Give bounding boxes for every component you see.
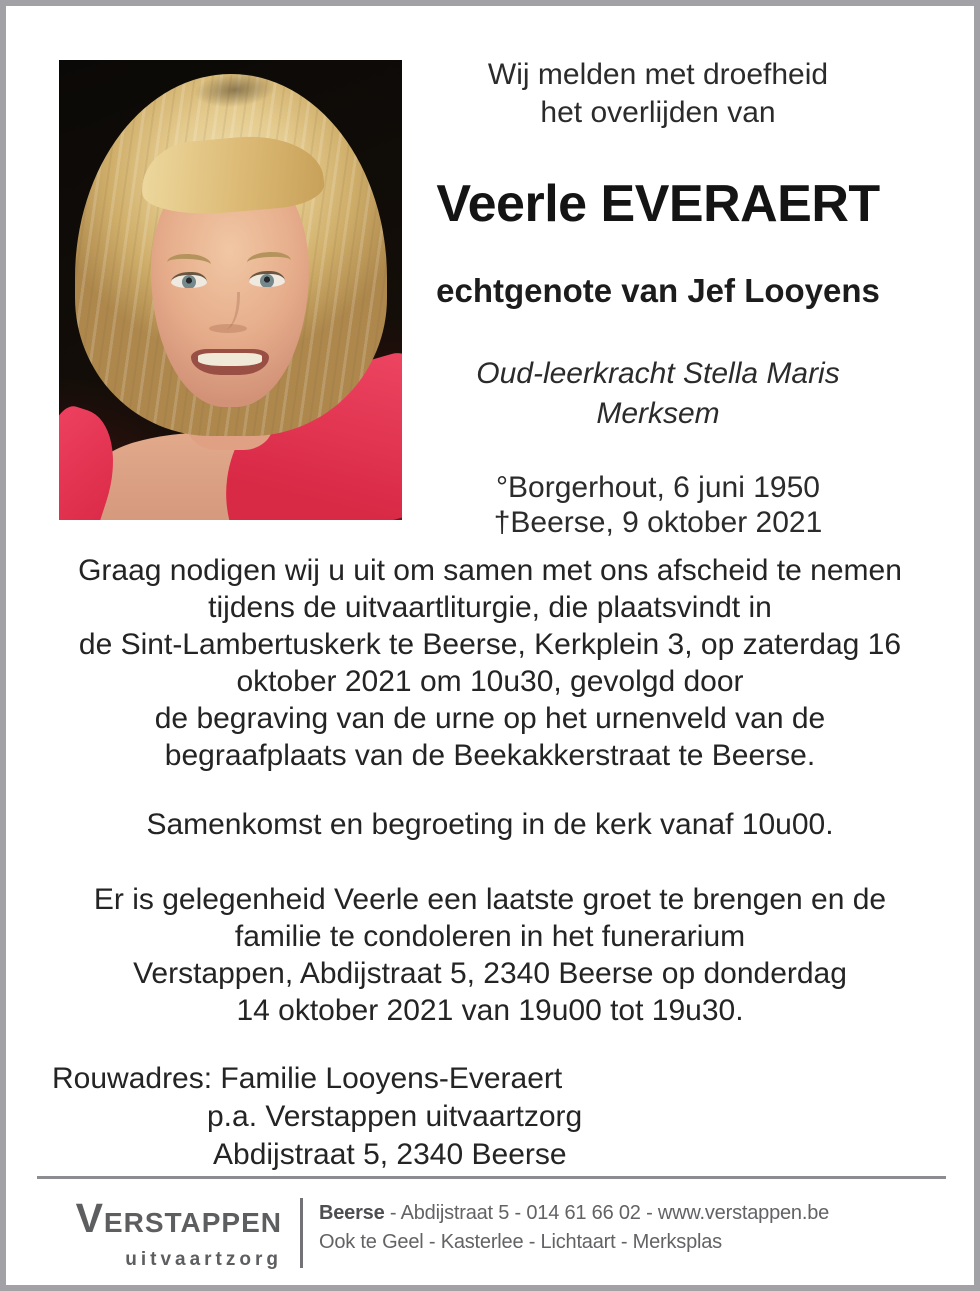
- announcement-intro: [402, 56, 914, 132]
- logo-rest: ERSTAPPEN: [103, 1207, 282, 1238]
- portrait-hair-root: [175, 61, 295, 119]
- footer-divider-rule: [37, 1176, 946, 1179]
- condolence-line: 14 oktober 2021 van 19u00 tot 19u30.: [236, 994, 744, 1027]
- condolence-line: Er is gelegenheid Veerle een laatste groet te brengen en de: [93, 883, 887, 916]
- condolence-line: familie te condoleren in het funerarium: [234, 920, 746, 953]
- footer-vertical-bar: [300, 1198, 303, 1268]
- invitation-line: tijdens de uitvaartliturgie, die plaatsvindt in: [208, 591, 772, 624]
- death-date: †Beerse, 9 oktober 2021: [493, 506, 823, 539]
- relation-line: echtgenote van Jef Looyens: [436, 272, 880, 309]
- mourning-address-line-2: p.a. Verstappen uitvaartzorg: [207, 1100, 583, 1133]
- portrait-right-eye: [249, 271, 285, 287]
- intro-line-1: Wij melden met droefheid: [487, 58, 829, 91]
- former-role-line-1: Oud-leerkracht Stella Maris: [476, 357, 840, 390]
- condolence-line: Verstappen, Abdijstraat 5, 2340 Beerse op donderdag: [133, 957, 847, 990]
- portrait-left-iris: [182, 275, 196, 288]
- invitation-line: de begraving van de urne op het urnenveld van de: [154, 702, 826, 735]
- footer-contact-block: [319, 1196, 829, 1270]
- portrait-left-eye: [171, 272, 207, 288]
- verstappen-logo: [70, 1196, 282, 1270]
- mourning-address: [52, 1060, 582, 1174]
- birth-date: °Borgerhout, 6 juni 1950: [496, 471, 820, 504]
- invitation-line: oktober 2021 om 10u30, gevolgd door: [236, 665, 744, 698]
- announcement-column: [402, 56, 914, 540]
- footer-office-details: - Abdijstraat 5 - 014 61 66 02 - www.verstappen.be: [384, 1202, 830, 1224]
- footer-office-city: Beerse: [319, 1202, 385, 1224]
- verstappen-logo-tagline: uitvaartzorg: [125, 1249, 282, 1270]
- portrait-teeth: [198, 353, 262, 366]
- invitation-line: begraafplaats van de Beekakkerstraat te Beerse.: [164, 739, 816, 772]
- funeral-home-footer: [70, 1196, 829, 1270]
- condolence-paragraph: [0, 881, 980, 1029]
- ceremony-details: [0, 552, 980, 1029]
- mourning-address-line-1: Rouwadres: Familie Looyens-Everaert: [52, 1062, 563, 1095]
- mourning-address-line-3: Abdijstraat 5, 2340 Beerse: [213, 1138, 567, 1171]
- intro-line-2: het overlijden van: [540, 96, 776, 129]
- portrait-smiling-mouth: [191, 349, 269, 375]
- portrait-right-iris: [260, 274, 274, 287]
- invitation-line: Graag nodigen wij u uit om samen met ons afscheid te nemen: [78, 554, 902, 587]
- footer-branches-line: Ook te Geel - Kasterlee - Lichtaart - Merksplas: [319, 1231, 722, 1253]
- portrait-nostril-shadow: [209, 324, 247, 333]
- portrait-photo: [59, 60, 402, 520]
- former-role-line-2: Merksem: [596, 397, 720, 430]
- invitation-paragraph: [0, 552, 980, 774]
- verstappen-logo-wordmark: [70, 1196, 282, 1250]
- life-dates: [402, 470, 914, 540]
- gathering-line: Samenkomst en begroeting in de kerk vanaf 10u00.: [146, 808, 834, 841]
- logo-initial: V: [75, 1195, 104, 1241]
- former-role: [402, 354, 914, 434]
- invitation-line: de Sint-Lambertuskerk te Beerse, Kerkplein 3, op zaterdag 16: [78, 628, 902, 661]
- footer-contact-line: [319, 1199, 829, 1228]
- deceased-name: Veerle EVERAERT: [436, 175, 880, 233]
